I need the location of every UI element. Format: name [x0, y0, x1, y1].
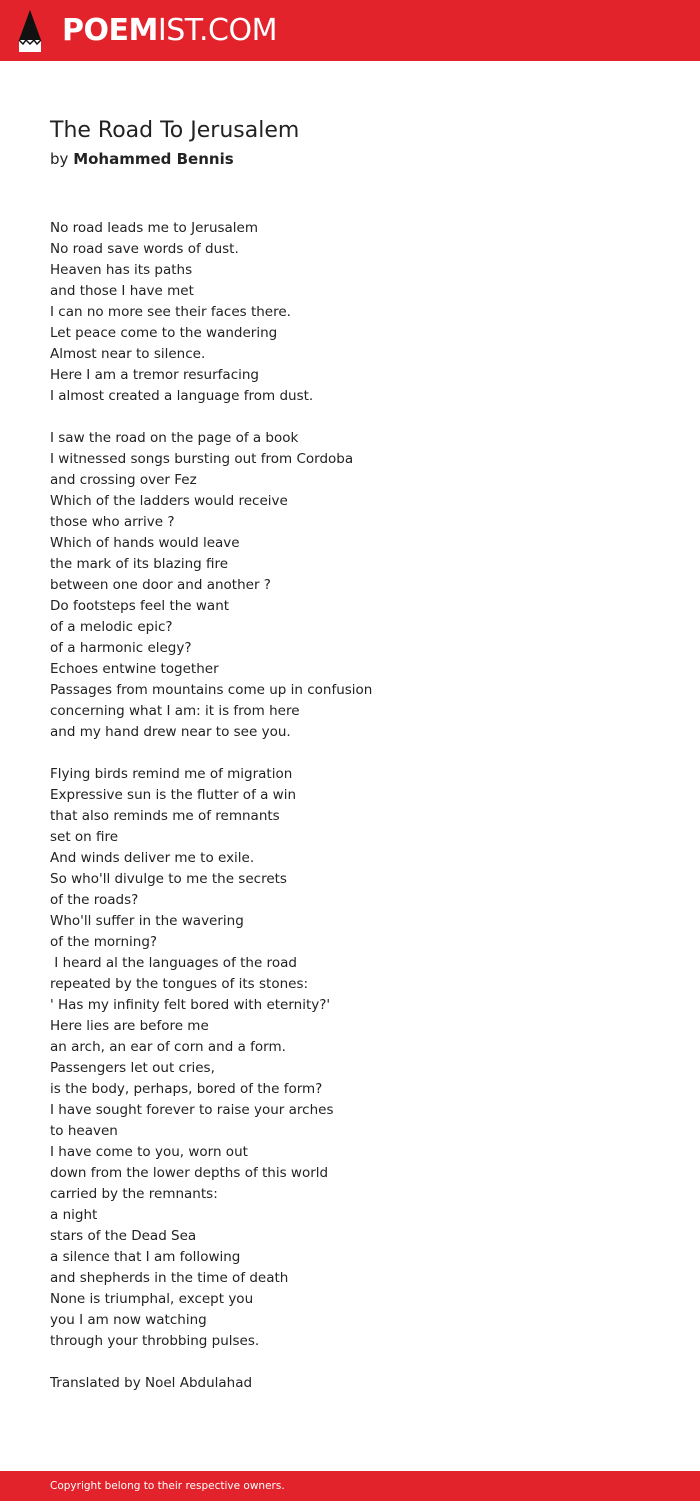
poem-title: The Road To Jerusalem: [50, 118, 300, 143]
site-footer: [0, 1471, 700, 1501]
poem-line: is the body, perhaps, bored of the form?: [50, 1081, 323, 1097]
poem-line: Do footsteps feel the want: [50, 598, 230, 614]
poem-line: ' Has my infinity felt bored with eternity?': [50, 997, 331, 1013]
poem-line: I can no more see their faces there.: [50, 304, 291, 320]
poem-line: repeated by the tongues of its stones:: [50, 976, 309, 992]
poem-line: Here I am a tremor resurfacing: [50, 367, 259, 383]
poem-line: of a harmonic elegy?: [50, 640, 192, 656]
poem-line: Passages from mountains come up in confusion: [50, 682, 373, 698]
poem-line: through your throbbing pulses.: [50, 1333, 260, 1349]
poem-line: Here lies are before me: [50, 1018, 209, 1034]
site-logo[interactable]: [62, 11, 277, 51]
poem-line: stars of the Dead Sea: [50, 1228, 197, 1244]
poem-line: down from the lower depths of this world: [50, 1165, 329, 1181]
poem-line: set on fire: [50, 829, 119, 845]
poem-line: Let peace come to the wandering: [50, 325, 278, 341]
poem-line: carried by the remnants:: [50, 1186, 218, 1202]
poem-line: and crossing over Fez: [50, 472, 197, 488]
poem-line: and shepherds in the time of death: [50, 1270, 289, 1286]
copyright-text: Copyright belong to their respective owners.: [50, 1480, 285, 1492]
poem-line: I saw the road on the page of a book: [50, 430, 299, 446]
poem-line: Echoes entwine together: [50, 661, 219, 677]
poem-line: Passengers let out cries,: [50, 1060, 215, 1076]
poem-line: I have sought forever to raise your arches: [50, 1102, 334, 1118]
poem-stanza: [50, 218, 650, 407]
poem-line: concerning what I am: it is from here: [50, 703, 300, 719]
logo-text-bold: POEM: [62, 13, 158, 48]
poem-line: Heaven has its paths: [50, 262, 193, 278]
poem-line: No road save words of dust.: [50, 241, 239, 257]
poem-line: Which of the ladders would receive: [50, 493, 288, 509]
poem-line: an arch, an ear of corn and a form.: [50, 1039, 286, 1055]
poem-line: Flying birds remind me of migration: [50, 766, 293, 782]
poem-author: Mohammed Bennis: [73, 150, 234, 168]
poem-body: [50, 218, 650, 1394]
poem-line: So who'll divulge to me the secrets: [50, 871, 287, 887]
poem-line: and those I have met: [50, 283, 194, 299]
poem-line: I almost created a language from dust.: [50, 388, 314, 404]
poem-line: those who arrive ?: [50, 514, 175, 530]
poem-line: that also reminds me of remnants: [50, 808, 280, 824]
byline-prefix: by: [50, 150, 69, 168]
translator-note: Translated by Noel Abdulahad: [50, 1375, 253, 1391]
poem-line: a night: [50, 1207, 98, 1223]
site-header: [0, 0, 700, 61]
poem-line: I witnessed songs bursting out from Cordoba: [50, 451, 354, 467]
poem-line: Expressive sun is the flutter of a win: [50, 787, 297, 803]
poem-stanza: [50, 428, 650, 743]
poem-line: Who'll suffer in the wavering: [50, 913, 244, 929]
poem-line: a silence that I am following: [50, 1249, 241, 1265]
poem-line: Almost near to silence.: [50, 346, 206, 362]
poem-line: And winds deliver me to exile.: [50, 850, 255, 866]
poem-stanza: [50, 764, 650, 1352]
poem-line: None is triumphal, except you: [50, 1291, 254, 1307]
poem-line: and my hand drew near to see you.: [50, 724, 291, 740]
poem-line: I have come to you, worn out: [50, 1144, 248, 1160]
poem-line: No road leads me to Jerusalem: [50, 220, 259, 236]
poem-line: I heard al the languages of the road: [50, 955, 297, 971]
pencil-logo-icon[interactable]: [17, 10, 43, 52]
poem-line: you I am now watching: [50, 1312, 207, 1328]
poem-line: of the roads?: [50, 892, 139, 908]
poem-line: the mark of its blazing fire: [50, 556, 229, 572]
poem-line: between one door and another ?: [50, 577, 271, 593]
poem-line: Which of hands would leave: [50, 535, 240, 551]
poem-byline: [50, 148, 234, 170]
logo-text-rest: IST.COM: [157, 13, 277, 48]
poem-line: of a melodic epic?: [50, 619, 173, 635]
poem-line: to heaven: [50, 1123, 118, 1139]
poem-line: of the morning?: [50, 934, 158, 950]
